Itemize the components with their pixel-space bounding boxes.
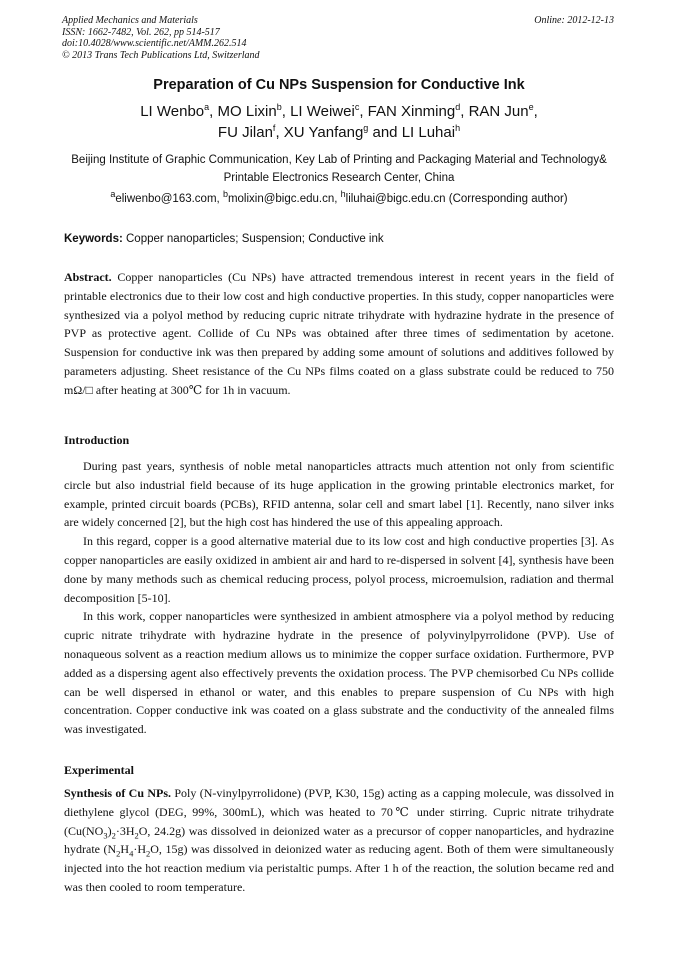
author-emails: $^a$eliwenbo@163.com, $^b$molixin@bigc.edu.cn, $^h$liluhai@bigc.edu.cn (Corresponding author) [110, 189, 568, 205]
email-h: liluhai@bigc.edu.cn (Corresponding author) [345, 193, 568, 205]
paragraph: During past years, synthesis of noble metal nanoparticles attracts much attention not only from scientific circle but also industrial field because of its huge application in the growing printable electronics market, for example, printed circuit boards (PCBs), RFID antenna, solar cell and smart label [1]. Recently, nano silver inks are widely concerned [2], but the high cost has hindered the use of this appealing approach. [64, 459, 614, 530]
author: RAN Jun$^e$, [468, 102, 538, 120]
abstract-label: Abstract. [64, 270, 112, 284]
author: LI Weiwei$^c$, [290, 102, 368, 120]
introduction-body [64, 457, 614, 739]
experimental-body [64, 784, 614, 897]
doi-line: doi:10.4028/www.scientific.net/AMM.262.514 [62, 38, 247, 49]
author: FU Jilan$^f$, [217, 123, 284, 141]
email-a: eliwenbo@163.com, [115, 193, 223, 205]
author: LI Wenbo$^a$, [140, 102, 218, 120]
email-b: molixin@bigc.edu.cn, [227, 193, 341, 205]
paragraph: In this work, copper nanoparticles were synthesized in ambient atmosphere via a polyol method by reducing cupric nitrate trihydrate with hydrazine hydrate in the presence of polyvinylpyrrolidone (PVP). Use of nonaqueous solvent as a reaction medium allows us to minimize the copper surface oxidation. Furthermore, PVP added as a dispersing agent also effectively prevents the oxidation process. The PVP chemisorbed Cu NPs collide can be well dispersed in ethanol or water, and this enables to prepare suspension of Cu NPs with high concentration. Copper conductive ink was coated on a glass substrate and the conductivity of the annealed films was investigated. [64, 609, 614, 737]
copyright-line: © 2013 Trans Tech Publications Ltd, Switzerland [62, 49, 260, 61]
paper-title: Preparation of Cu NPs Suspension for Conductive Ink [153, 77, 525, 93]
running-header [62, 15, 260, 61]
section-heading-introduction: Introduction [64, 433, 130, 447]
journal-name: Applied Mechanics and Materials [62, 15, 198, 26]
keywords-label: Keywords: [64, 233, 123, 245]
author-line-2 [0, 122, 678, 143]
abstract-text: Copper nanoparticles (Cu NPs) have attracted tremendous interest in recent years in the field of printable electronics due to their low cost and high conductive properties. In this study, copper nanoparticles were synthesized via a polyol method by reducing cupric nitrate trihydrate with hydrazine hydrate in the presence of PVP as protective agent. Collide of Cu NPs was obtained after three times of sedimentation by acetone. Suspension for conductive ink was then prepared by adding some amount of solutions and additives followed by parameters adjusting. Sheet resistance of the Cu NPs films coated on a glass substrate could be reduced to 750 mΩ/□ after heating at 300℃ for 1h in vacuum. [64, 270, 614, 397]
subsection-label: Synthesis of Cu NPs. [64, 786, 172, 800]
author: MO Lixin$^b$, [217, 102, 291, 120]
author-line-1 [0, 101, 678, 122]
paragraph: Synthesis of Cu NPs. Poly (N-vinylpyrrolidone) (PVP, K30, 15g) acting as a capping molecule, was dissolved in diethylene glycol (DEG, 99%, 300mL), which was heated to 70℃ under stirring. Cupric nitrate trihydrate ($Cu(NO_3)_2\cdot 3H_2O$, 24.2g) was dissolved in deionized water as a precursor of copper nanoparticles, and hydrazine hydrate ($N_2H_4\cdot H_2O$, 15g) was dissolved in deionized water as reducing agent. Both of them were simultaneously injected into the hot reaction medium via peristaltic pumps. After 1 h of the reaction, the solution became red and was then cooled to room temperature. [64, 786, 614, 894]
author-list [0, 101, 678, 143]
paragraph: In this regard, copper is a good alternative material due to its low cost and high conductive properties [3]. As copper nanoparticles are easily oxidized in ambient air and hard to re-dispersed in solvent [4], synthesis have been done by many methods such as chemical reducing process, polyol process, microemulsion, radiation and thermal decomposition [5-10]. [64, 534, 614, 605]
abstract [64, 268, 614, 400]
issn-line: ISSN: 1662-7482, Vol. 262, pp 514-517 [62, 26, 220, 38]
online-date: Online: 2012-12-13 [534, 15, 614, 26]
author: FAN Xinming$^d$, [367, 102, 469, 120]
keywords-text: Copper nanoparticles; Suspension; Conductive ink [122, 233, 384, 245]
author: LI Luhai$^h$ [401, 123, 461, 141]
affiliation: Beijing Institute of Graphic Communication, Key Lab of Printing and Packaging Material and Technology& Printable Electronics Research Center, China [71, 154, 607, 184]
section-heading-experimental: Experimental [64, 763, 134, 777]
keywords [64, 233, 384, 245]
author: XU Yanfang$^g$ and [283, 123, 402, 141]
